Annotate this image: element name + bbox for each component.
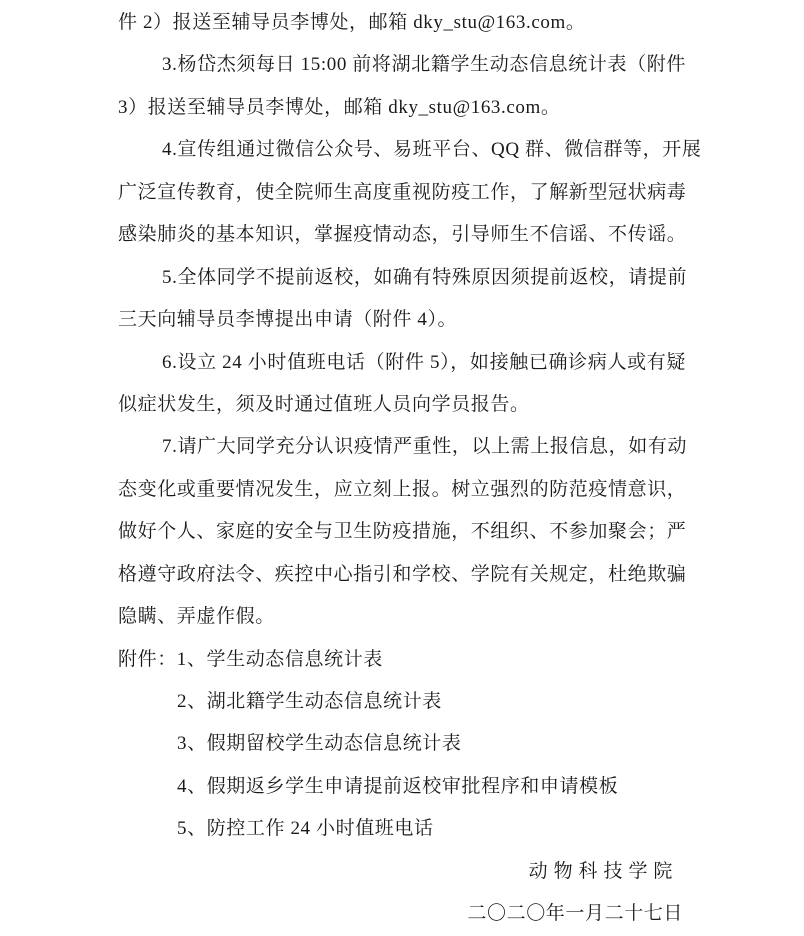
para4-line-2: 广泛宣传教育，使全院师生高度重视防疫工作，了解新型冠状病毒 (118, 181, 687, 203)
para6-line-2: 似症状发生，须及时通过值班人员向学员报告。 (118, 393, 530, 415)
para7-line-4: 格遵守政府法令、疾控中心指引和学校、学院有关规定，杜绝欺骗 (118, 563, 687, 585)
para7-line-5: 隐瞒、弄虚作假。 (118, 606, 275, 628)
attachment-item-line: 4、假期返乡学生申请提前返校审批程序和申请模板 (177, 775, 619, 797)
document-page (118, 2, 702, 936)
para5-line-1: 5.全体同学不提前返校，如确有特殊原因须提前返校，请提前 (162, 266, 688, 288)
para2-continuation-line: 件 2）报送至辅导员李博处，邮箱 dky_stu@163.com。 (118, 12, 586, 33)
para3-line-2: 3）报送至辅导员李博处，邮箱 dky_stu@163.com。 (118, 96, 561, 118)
signature-department: 动 物 科 技 学 院 (528, 860, 673, 882)
para7-line-1: 7.请广大同学充分认识疫情严重性，以上需上报信息，如有动 (162, 436, 688, 458)
para7-line-2: 态变化或重要情况发生，应立刻上报。树立强烈的防范疫情意识， (118, 478, 687, 500)
para4-line-3: 感染肺炎的基本知识，掌握疫情动态，引导师生不信谣、不传谣。 (118, 224, 687, 246)
para5-line-2: 三天向辅导员李博提出申请（附件 4）。 (118, 309, 458, 331)
attachment-item-line: 2、湖北籍学生动态信息统计表 (177, 691, 442, 712)
attachments-label-line: 附件：1、学生动态信息统计表 (118, 648, 383, 670)
attachment-item-line: 5、防控工作 24 小时值班电话 (177, 818, 434, 840)
para3-line-1: 3.杨岱杰须每日 15:00 前将湖北籍学生动态信息统计表（附件 (162, 54, 686, 76)
attachment-item-line: 3、假期留校学生动态信息统计表 (177, 733, 462, 755)
para4-line-1: 4.宣传组通过微信公众号、易班平台、QQ 群、微信群等，开展 (162, 139, 702, 161)
signature-date: 二〇二〇年一月二十七日 (467, 903, 683, 925)
para7-line-3: 做好个人、家庭的安全与卫生防疫措施，不组织、不参加聚会；严 (118, 521, 687, 543)
para6-line-1: 6.设立 24 小时值班电话（附件 5），如接触已确诊病人或有疑 (162, 351, 686, 373)
